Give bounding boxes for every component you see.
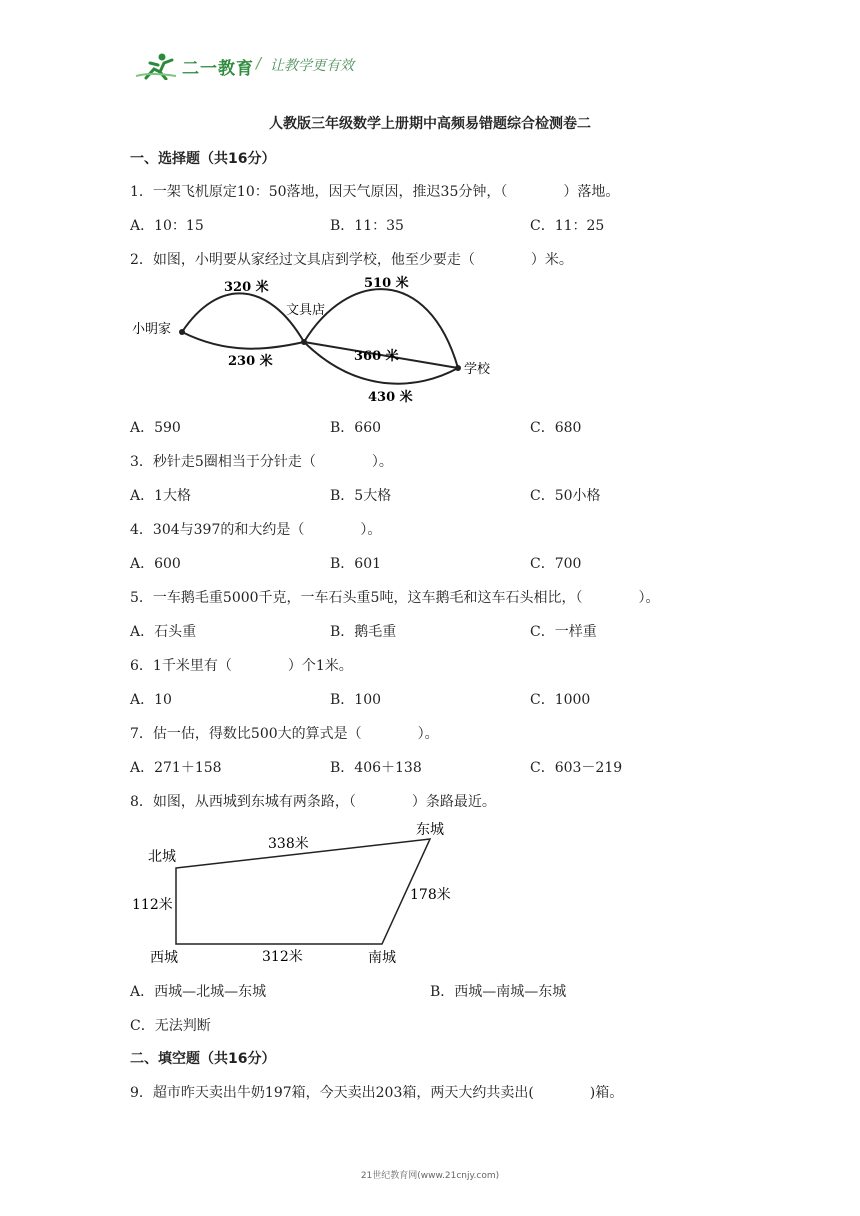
logo-separator: / <box>256 54 262 72</box>
q8-option-a[interactable]: A．西城—北城—东城 <box>130 984 267 1000</box>
section-heading-fill: 二、填空题（共16分） <box>130 1051 276 1067</box>
label-east-city: 东城 <box>416 822 444 838</box>
runner-logo-icon <box>136 52 180 80</box>
label-230: 230 米 <box>228 354 273 369</box>
label-178: 178米 <box>410 887 451 903</box>
label-312: 312米 <box>262 949 303 965</box>
section-heading-choice: 一、选择题（共16分） <box>130 151 276 167</box>
q5-option-b[interactable]: B．鹅毛重 <box>330 624 397 640</box>
q5-option-c[interactable]: C．一样重 <box>530 624 597 640</box>
label-112: 112米 <box>132 897 173 913</box>
q6-option-b[interactable]: B．100 <box>330 692 382 708</box>
question-3: 3．秒针走5圈相当于分针走（ ）。 <box>130 454 393 470</box>
question-8: 8．如图，从西城到东城有两条路，（ ）条路最近。 <box>130 794 496 810</box>
question-6: 6．1千米里有（ ）个1米。 <box>130 658 353 674</box>
label-510: 510 米 <box>364 276 409 291</box>
q1-option-c[interactable]: C．11：25 <box>530 218 605 234</box>
question-2: 2．如图，小明要从家经过文具店到学校，他至少要走（ ）米。 <box>130 252 573 268</box>
q4-option-a[interactable]: A．600 <box>130 556 181 572</box>
page-title: 人教版三年级数学上册期中高频易错题综合检测卷二 <box>269 116 591 132</box>
q8-option-c[interactable]: C．无法判断 <box>130 1018 211 1034</box>
q8-option-b[interactable]: B．西城—南城—东城 <box>430 984 567 1000</box>
brand-slogan: 让教学更有效 <box>270 58 354 74</box>
label-360: 360 米 <box>354 349 399 364</box>
q7-option-b[interactable]: B．406＋138 <box>330 760 422 776</box>
q6-option-a[interactable]: A．10 <box>130 692 172 708</box>
question-4: 4．304与397的和大约是（ ）。 <box>130 522 382 538</box>
q7-option-c[interactable]: C．603－219 <box>530 760 623 776</box>
q3-option-c[interactable]: C．50小格 <box>530 488 601 504</box>
label-school: 学校 <box>464 362 491 377</box>
q2-option-b[interactable]: B．660 <box>330 420 382 436</box>
shop-dot <box>301 339 307 345</box>
q4-option-b[interactable]: B．601 <box>330 556 382 572</box>
route-quadrilateral <box>176 839 430 944</box>
q7-option-a[interactable]: A．271＋158 <box>130 760 222 776</box>
question-7: 7．估一估，得数比500大的算式是（ ）。 <box>130 726 439 742</box>
q1-option-b[interactable]: B．11：35 <box>330 218 404 234</box>
header-logo <box>136 50 396 82</box>
q1-option-a[interactable]: A．10：15 <box>130 218 204 234</box>
q5-option-a[interactable]: A．石头重 <box>130 624 197 640</box>
route-diagram <box>128 270 508 410</box>
q4-option-c[interactable]: C．700 <box>530 556 582 572</box>
label-338: 338米 <box>268 836 309 852</box>
q2-option-a[interactable]: A．590 <box>130 420 181 436</box>
label-430: 430 米 <box>368 390 413 405</box>
label-shop: 文具店 <box>286 303 326 318</box>
q6-option-c[interactable]: C．1000 <box>530 692 591 708</box>
label-west-city: 西城 <box>150 950 178 966</box>
label-320: 320 米 <box>224 280 269 295</box>
question-5: 5．一车鹅毛重5000千克，一车石头重5吨，这车鹅毛和这车石头相比，（ ）。 <box>130 590 660 606</box>
path-home-shop-lower <box>182 332 304 349</box>
q3-option-b[interactable]: B．5大格 <box>330 488 392 504</box>
label-home: 小明家 <box>132 322 172 337</box>
q3-option-a[interactable]: A．1大格 <box>130 488 192 504</box>
question-1: 1．一架飞机原定10：50落地，因天气原因，推迟35分钟，（ ）落地。 <box>130 184 620 200</box>
q2-option-c[interactable]: C．680 <box>530 420 582 436</box>
question-9: 9．超市昨天卖出牛奶197箱，今天卖出203箱，两天大约共卖出( )箱。 <box>130 1085 624 1101</box>
city-map-diagram <box>128 815 468 975</box>
home-dot <box>179 329 185 335</box>
brand-name: 二一教育 <box>182 59 254 79</box>
page-footer: 21世纪教育网(www.21cnjy.com) <box>360 1171 500 1181</box>
label-north-city: 北城 <box>148 849 176 865</box>
label-south-city: 南城 <box>368 950 396 966</box>
school-dot <box>455 365 461 371</box>
